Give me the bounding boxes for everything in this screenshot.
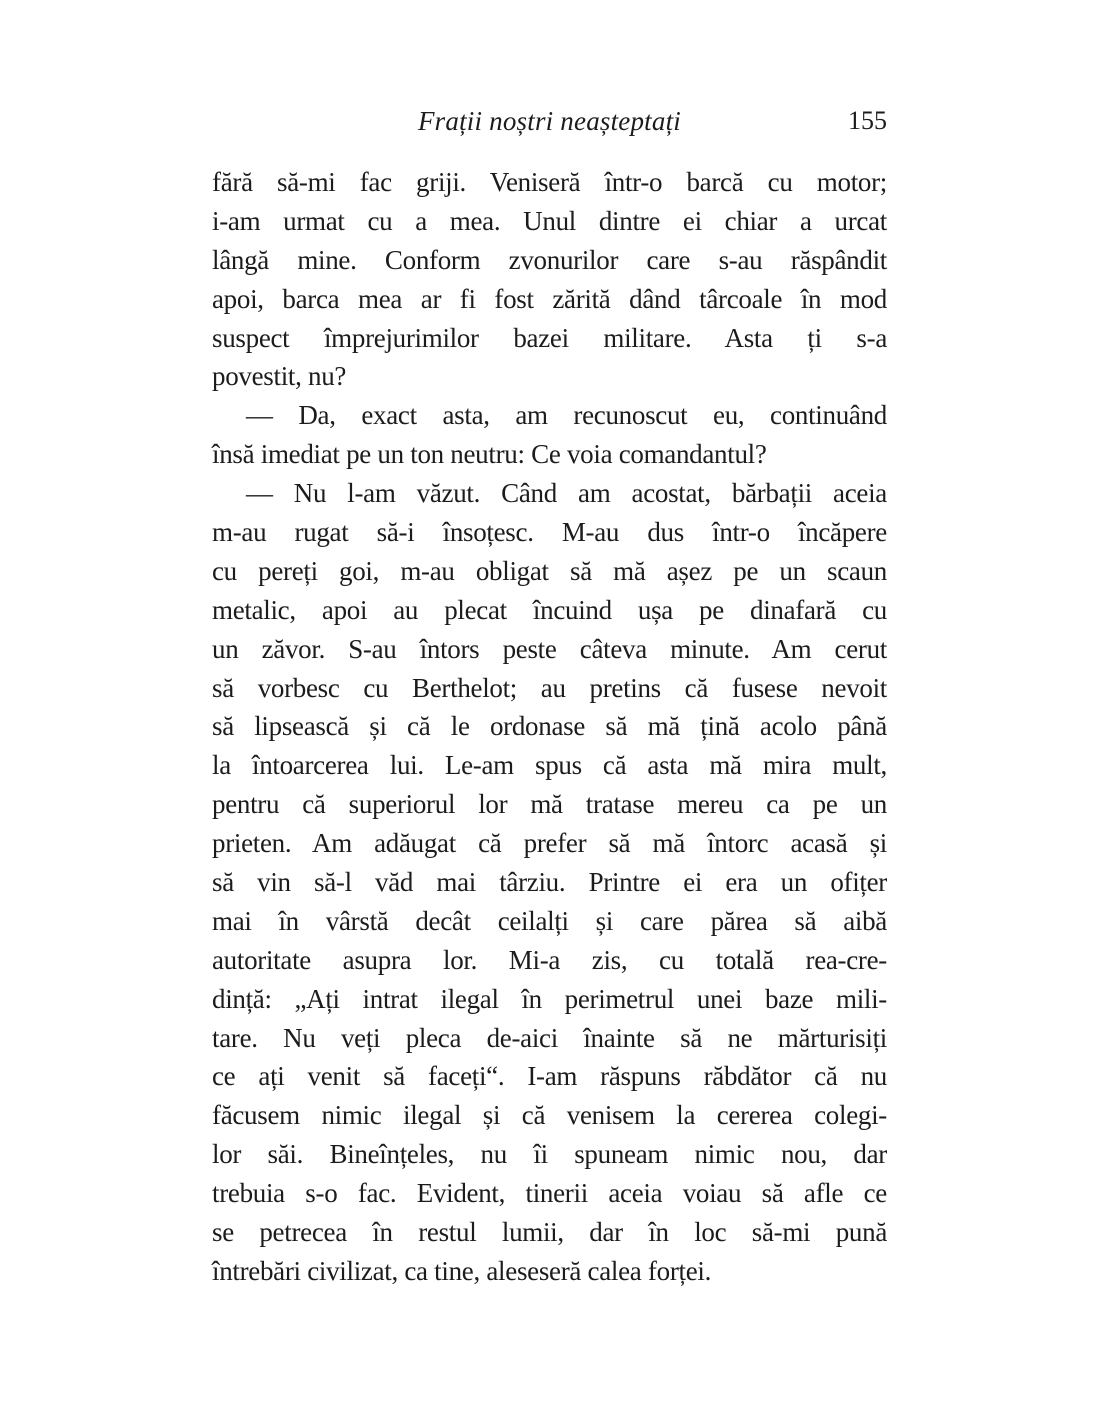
text-line: dință: „Ați intrat ilegal în perimetrul unei baze mili- (212, 983, 887, 1014)
text-line: cu pereți goi, m-au obligat să mă așez pe un scaun (212, 555, 887, 586)
text-line: autoritate asupra lor. Mi-a zis, cu totală rea-cre- (212, 944, 887, 975)
text-line: trebuia s-o fac. Evident, tinerii aceia voiau să afle ce (212, 1178, 887, 1209)
text-line: să lipsească și că le ordonase să mă țină acolo până (212, 711, 887, 742)
running-title: Frații noștri neașteptați (417, 106, 681, 136)
text-line: povestit, nu? (212, 361, 347, 392)
text-line: lor săi. Bineînțeles, nu îi spuneam nimic nou, dar (212, 1139, 887, 1170)
text-line: întrebări civilizat, ca tine, aleseseră calea forței. (212, 1255, 712, 1286)
text-line: la întoarcerea lui. Le-am spus că asta mă mira mult, (212, 750, 887, 781)
text-line: făcusem nimic ilegal și că venisem la cererea colegi- (212, 1100, 887, 1131)
text-line: însă imediat pe un ton neutru: Ce voia comandantul? (212, 439, 767, 470)
text-line: tare. Nu veți pleca de-aici înainte să ne mărturisiți (212, 1022, 887, 1053)
text-line: — Nu l-am văzut. Când am acostat, bărbații aceia (246, 478, 887, 509)
text-line: — Da, exact asta, am recunoscut eu, continuând (246, 400, 887, 431)
text-line: să vin să-l văd mai târziu. Printre ei era un ofițer (212, 867, 887, 898)
text-line: metalic, apoi au plecat încuind ușa pe dinafară cu (212, 594, 887, 625)
text-line: ce ați venit să faceți“. I-am răspuns răbdător că nu (212, 1061, 887, 1092)
text-line: i-am urmat cu a mea. Unul dintre ei chiar a urcat (212, 205, 887, 236)
text-line: să vorbesc cu Berthelot; au pretins că fusese nevoit (212, 672, 887, 703)
text-line: se petrecea în restul lumii, dar în loc să-mi pună (212, 1217, 887, 1248)
text-line: mai în vârstă decât ceilalți și care părea să aibă (212, 905, 887, 936)
text-line: fără să-mi fac griji. Veniseră într-o barcă cu motor; (212, 167, 887, 197)
text-line: pentru că superiorul lor mă tratase mereu ca pe un (212, 789, 887, 820)
text-line: apoi, barca mea ar fi fost zărită dând târcoale în mod (212, 283, 887, 314)
text-line: prieten. Am adăugat că prefer să mă întorc acasă și (212, 828, 887, 859)
page-number: 155 (848, 106, 887, 135)
body-text (212, 163, 887, 1291)
text-line: un zăvor. S-au întors peste câteva minute. Am cerut (212, 633, 887, 664)
text-line: suspect împrejurimilor bazei militare. Asta ți s-a (212, 322, 887, 353)
text-line: lângă mine. Conform zvonurilor care s-au răspândit (212, 244, 887, 275)
text-line: m-au rugat să-i însoțesc. M-au dus într-o încăpere (212, 517, 887, 548)
running-header (212, 103, 887, 139)
